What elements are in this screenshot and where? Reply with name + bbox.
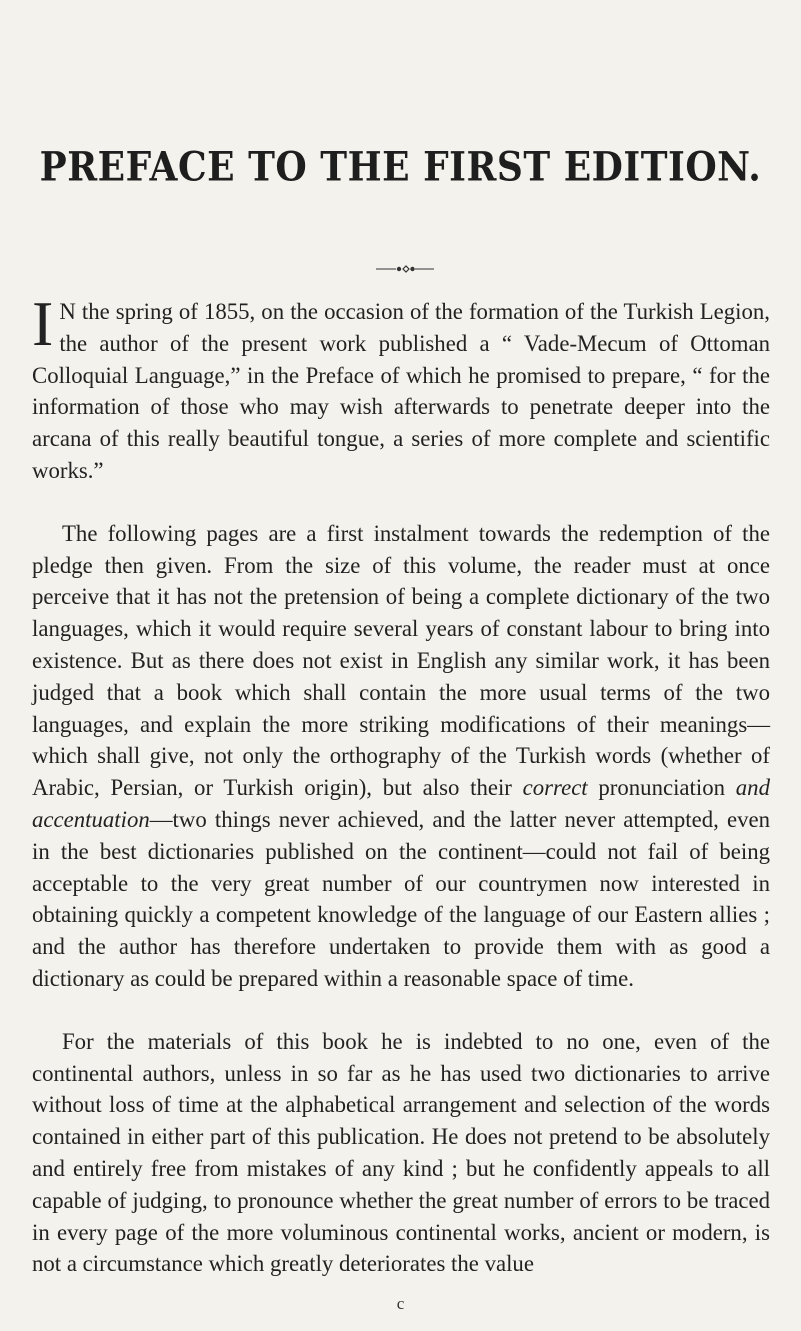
ornament-divider [376, 263, 434, 275]
paragraph-2 [32, 518, 770, 995]
paragraph-1-text: the spring of 1855, on the occasion of the formation of the Turkish Legion, the author of the present work published a “ Vade-Mecum of Ottoman Colloquial Language,” in the Preface of which he promised to prepare, “ for the information of those who may wish afterwards to penetrate deeper into the arcana of this really beautiful tongue, a series of more complete and scientific works.” [32, 299, 770, 483]
paragraph-2-text-b: pronunciation [587, 775, 736, 801]
signature-mark: c [396, 1294, 405, 1313]
paragraph-2-text-a: The following pages are a first instalment towards the redemption of the pledge then given. From the size of this volume, the reader must at once perceive that it has not the pretension of being a complete dictionary of the two languages, which it would require several years of constant labour to bring into existence. But as there does not exist in English any similar work, it has been judged that a book which shall contain the more usual terms of the two languages, and explain the more striking modifications of their meanings—which shall give, not only the orthography of the Turkish words (whether of Arabic, Persian, or Turkish origin), but also their [32, 520, 770, 801]
paragraph-2-text-c: —two things never achieved, and the latter never attempted, even in the best dictionaries published on the continent—could not fail of being acceptable to the very great number of our countrymen now interested in obtaining quickly a competent knowledge of the language of our Eastern allies ; and the author has therefore undertaken to provide them with as good a dictionary as could be prepared within a reasonable space of time. [32, 806, 770, 991]
paragraph-3-text: For the materials of this book he is indebted to no one, even of the continental authors, unless in so far as he has used two dictionaries to arrive without loss of time at the alphabetical arrangement and selection of the words contained in either part of this publication. He does not pretend to be absolutely and entirely free from mistakes of any kind ; but he confidently appeals to all capable of judging, to pronounce whether the great number of errors to be traced in every page of the more voluminous continental works, ancient or modern, is not a circumstance which greatly deteriorates the value [32, 1028, 770, 1277]
drop-cap: I [32, 288, 54, 359]
emphasis-accentuation: and accentuation [32, 775, 770, 832]
page-title: PREFACE TO THE FIRST EDITION. [39, 143, 762, 191]
first-word-rest: N [59, 299, 76, 324]
emphasis-correct: correct [522, 775, 588, 801]
paragraph-3 [32, 1026, 770, 1280]
paragraph-1 [32, 288, 770, 487]
body-text [32, 288, 770, 1280]
